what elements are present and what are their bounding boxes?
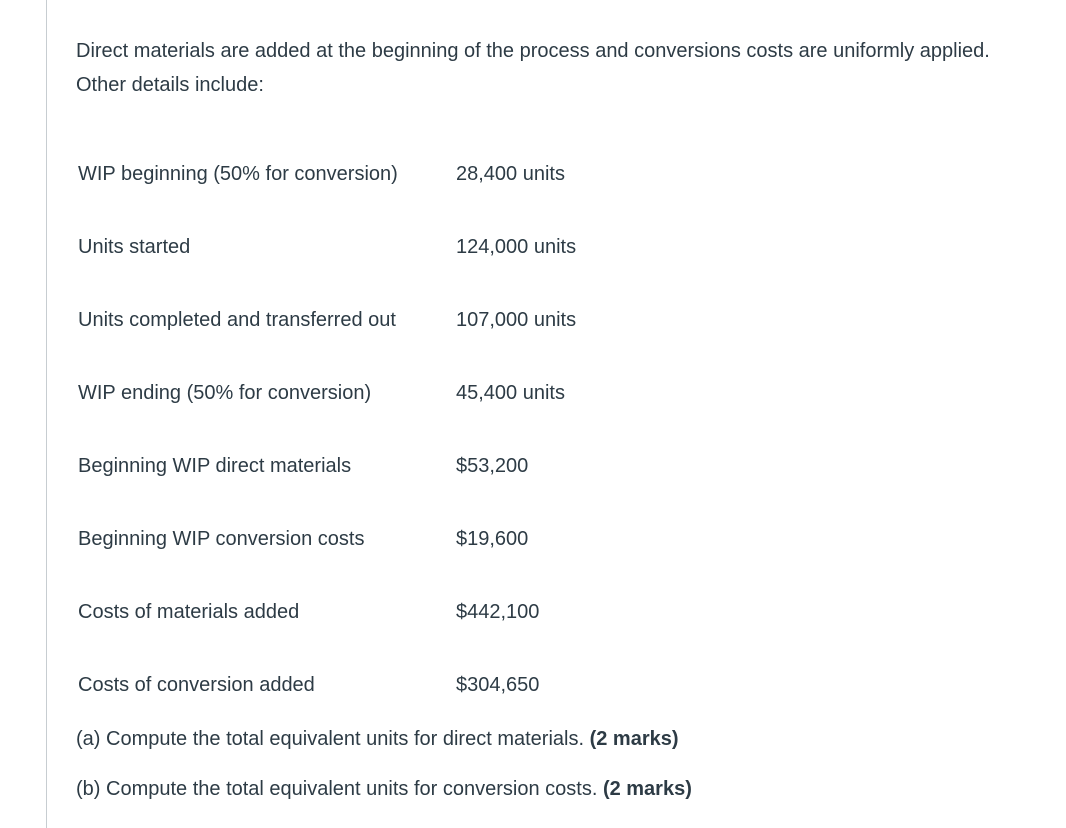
detail-row: [78, 357, 576, 430]
question-a-text: (a) Compute the total equivalent units for direct materials.: [76, 728, 590, 750]
question-a: [76, 722, 1036, 757]
detail-label: Units started: [78, 236, 191, 258]
detail-value: 107,000 units: [456, 309, 577, 331]
detail-label: Beginning WIP direct materials: [78, 455, 352, 477]
question-intro: [76, 34, 1036, 102]
detail-label: Costs of conversion added: [78, 674, 315, 696]
question-a-marks: (2 marks): [589, 728, 679, 750]
detail-label: WIP ending (50% for conversion): [78, 382, 372, 404]
left-border-rule: [46, 0, 47, 828]
detail-value: $442,100: [456, 601, 540, 623]
question-b: [76, 772, 1036, 807]
detail-value: $19,600: [456, 528, 529, 550]
detail-value: 124,000 units: [456, 236, 577, 258]
questions-section: [76, 722, 1036, 822]
question-b-text: (b) Compute the total equivalent units for conversion costs.: [76, 778, 603, 800]
detail-row: [78, 211, 576, 284]
detail-label: Units completed and transferred out: [78, 309, 396, 331]
detail-value: 45,400 units: [456, 382, 565, 404]
detail-row: [78, 138, 576, 211]
detail-row: [78, 284, 576, 357]
detail-label: Costs of materials added: [78, 601, 300, 623]
question-b-marks: (2 marks): [602, 778, 692, 800]
detail-row: [78, 576, 576, 649]
detail-value: 28,400 units: [456, 163, 565, 185]
detail-value: $53,200: [456, 455, 529, 477]
detail-row: [78, 430, 576, 503]
detail-label: Beginning WIP conversion costs: [78, 528, 365, 550]
details-table: [78, 138, 576, 722]
detail-row: [78, 649, 576, 722]
intro-paragraph: Direct materials are added at the beginning of the process and conversions costs are uniformly applied. Other details include:: [76, 40, 990, 96]
detail-row: [78, 503, 576, 576]
detail-label: WIP beginning (50% for conversion): [78, 163, 398, 185]
detail-value: $304,650: [456, 674, 540, 696]
